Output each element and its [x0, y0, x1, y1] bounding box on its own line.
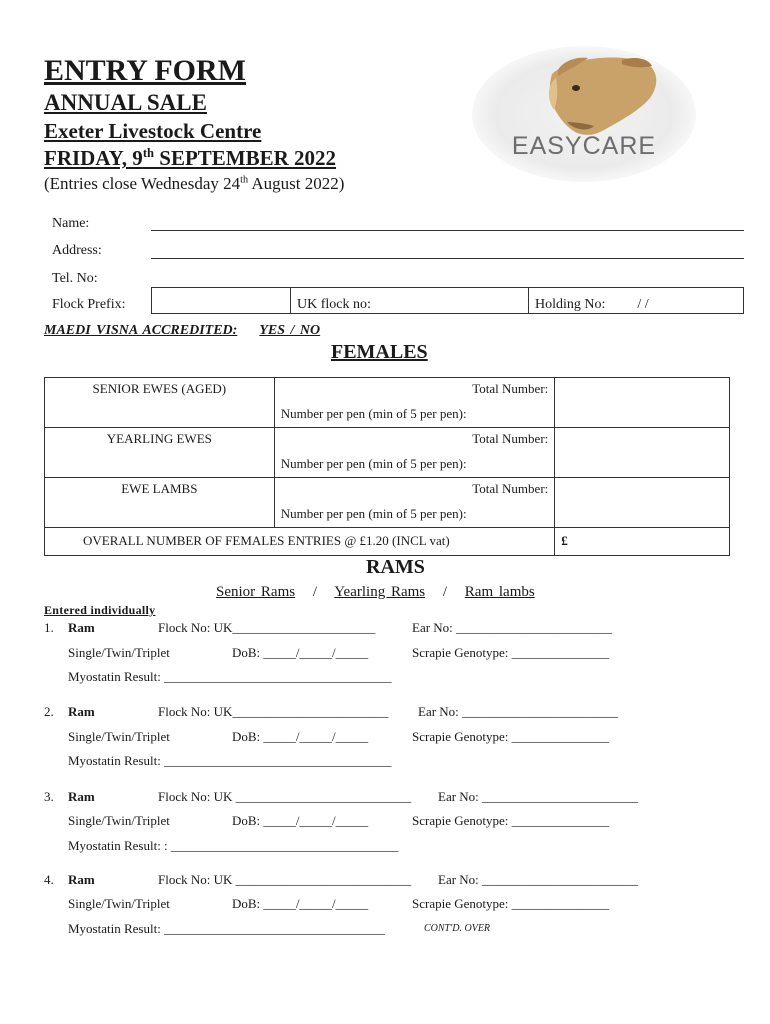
ram-type-lambs: Ram lambs — [464, 584, 535, 600]
sale-name: ANNUAL SALE — [44, 90, 207, 115]
closing-suffix: August 2022) — [248, 174, 345, 193]
rams-heading: RAMS — [366, 556, 425, 578]
ram-2-birth-type[interactable]: Single/Twin/Triplet — [68, 729, 170, 744]
ram-1-scrapie[interactable]: Scrapie Genotype: _______________ — [412, 645, 610, 660]
ram-4-scrapie[interactable]: Scrapie Genotype: _______________ — [412, 896, 610, 911]
ram-4-ear-no[interactable]: Ear No: ________________________ — [438, 872, 639, 887]
ram-type-yearling: Yearling Rams — [334, 584, 426, 600]
ram-3-birth-type[interactable]: Single/Twin/Triplet — [68, 813, 170, 828]
ram-3-number: 3. — [44, 789, 54, 804]
ram-4-flock-no[interactable]: Flock No: UK ___________________________ — [158, 872, 412, 887]
table-row — [45, 428, 730, 478]
table-row — [45, 478, 730, 528]
maedi-visna-line — [44, 323, 320, 339]
ram-3-scrapie[interactable]: Scrapie Genotype: _______________ — [412, 813, 610, 828]
holding-separator: / / — [637, 297, 649, 312]
ram-2-label: Ram — [68, 704, 95, 719]
uk-flock-cell[interactable] — [290, 288, 528, 313]
closing-sup: th — [240, 174, 249, 186]
table-row — [45, 378, 730, 428]
sale-date-suffix: SEPTEMBER 2022 — [154, 146, 337, 170]
per-pen-label: Number per pen (min of 5 per pen): — [280, 506, 467, 521]
continued-over-note: CONT'D. OVER — [424, 923, 491, 934]
ram-2-number: 2. — [44, 704, 54, 719]
ram-3-dob[interactable]: DoB: _____/_____/_____ — [232, 813, 369, 828]
overall-amount-box[interactable] — [555, 528, 730, 556]
ram-type-separator: / — [442, 584, 448, 600]
category-ewe-lambs: EWE LAMBS — [45, 478, 275, 528]
females-table — [44, 377, 730, 556]
ram-4-number: 4. — [44, 872, 54, 887]
females-heading: FEMALES — [331, 341, 428, 363]
ram-4-birth-type[interactable]: Single/Twin/Triplet — [68, 896, 170, 911]
form-title: ENTRY FORM — [44, 54, 246, 87]
yearling-ewes-entry-box[interactable] — [555, 428, 730, 478]
sale-date — [44, 146, 336, 171]
ram-3-ear-no[interactable]: Ear No: ________________________ — [438, 789, 639, 804]
sale-date-prefix: FRIDAY, 9 — [44, 146, 143, 170]
address-field[interactable] — [151, 258, 744, 259]
ram-3-myostatin[interactable]: Myostatin Result: : ___________________________________ — [68, 838, 399, 853]
ram-3-flock-no[interactable]: Flock No: UK ___________________________ — [158, 789, 412, 804]
ram-1-myostatin[interactable]: Myostatin Result: ___________________________________ — [68, 669, 392, 684]
flock-details-box — [151, 287, 744, 314]
entered-individually: Entered individually — [44, 603, 156, 617]
total-number-label: Total Number: — [472, 431, 549, 446]
per-pen-label: Number per pen (min of 5 per pen): — [280, 456, 467, 471]
ram-type-senior: Senior Rams — [216, 584, 296, 600]
address-label: Address: — [52, 243, 102, 258]
ram-2-scrapie[interactable]: Scrapie Genotype: _______________ — [412, 729, 610, 744]
yearling-ewes-labels — [274, 428, 555, 478]
ewe-lambs-labels — [274, 478, 555, 528]
ram-2-flock-no[interactable]: Flock No: UK________________________ — [158, 704, 389, 719]
ram-types — [216, 584, 535, 601]
ram-type-separator: / — [312, 584, 318, 600]
ram-3-label: Ram — [68, 789, 95, 804]
ram-4-myostatin[interactable]: Myostatin Result: __________________________________ — [68, 921, 386, 936]
logo-text: EASYCARE — [511, 132, 657, 160]
ram-4-label: Ram — [68, 872, 95, 887]
flock-prefix-label: Flock Prefix: — [52, 297, 126, 312]
flock-prefix-field[interactable] — [152, 288, 290, 313]
holding-cell[interactable] — [528, 288, 743, 313]
holding-label: Holding No: — [535, 297, 606, 312]
closing-prefix: (Entries close Wednesday 24 — [44, 174, 241, 193]
tel-label: Tel. No: — [52, 271, 98, 286]
maedi-label: MAEDI VISNA ACCREDITED: — [44, 323, 238, 338]
maedi-options[interactable]: YES / NO — [259, 323, 321, 338]
venue: Exeter Livestock Centre — [44, 119, 262, 143]
ram-2-dob[interactable]: DoB: _____/_____/_____ — [232, 729, 369, 744]
easycare-logo — [472, 44, 696, 182]
ram-1-label: Ram — [68, 620, 95, 635]
ram-4-dob[interactable]: DoB: _____/_____/_____ — [232, 896, 369, 911]
category-yearling-ewes: YEARLING EWES — [45, 428, 275, 478]
ram-1-dob[interactable]: DoB: _____/_____/_____ — [232, 645, 369, 660]
ram-2-myostatin[interactable]: Myostatin Result: ___________________________________ — [68, 753, 392, 768]
uk-flock-label: UK flock no: — [297, 297, 371, 312]
ram-2-ear-no[interactable]: Ear No: ________________________ — [418, 704, 619, 719]
ram-1-flock-no[interactable]: Flock No: UK______________________ — [158, 620, 376, 635]
category-senior-ewes: SENIOR EWES (AGED) — [45, 378, 275, 428]
senior-ewes-labels — [274, 378, 555, 428]
ewe-lambs-entry-box[interactable] — [555, 478, 730, 528]
ram-1-ear-no[interactable]: Ear No: ________________________ — [412, 620, 613, 635]
overall-females-label: OVERALL NUMBER OF FEMALES ENTRIES @ £1.20 (INCL vat) — [45, 528, 555, 556]
ram-1-birth-type[interactable]: Single/Twin/Triplet — [68, 645, 170, 660]
name-label: Name: — [52, 216, 90, 231]
table-row — [45, 528, 730, 556]
ram-1-number: 1. — [44, 620, 54, 635]
per-pen-label: Number per pen (min of 5 per pen): — [280, 406, 467, 421]
closing-date — [44, 174, 344, 194]
sheep-head-icon — [472, 44, 696, 182]
sale-date-sup: th — [142, 146, 155, 160]
name-field[interactable] — [151, 230, 744, 231]
total-number-label: Total Number: — [472, 481, 549, 496]
senior-ewes-entry-box[interactable] — [555, 378, 730, 428]
total-number-label: Total Number: — [472, 381, 549, 396]
currency-symbol: £ — [561, 533, 568, 548]
